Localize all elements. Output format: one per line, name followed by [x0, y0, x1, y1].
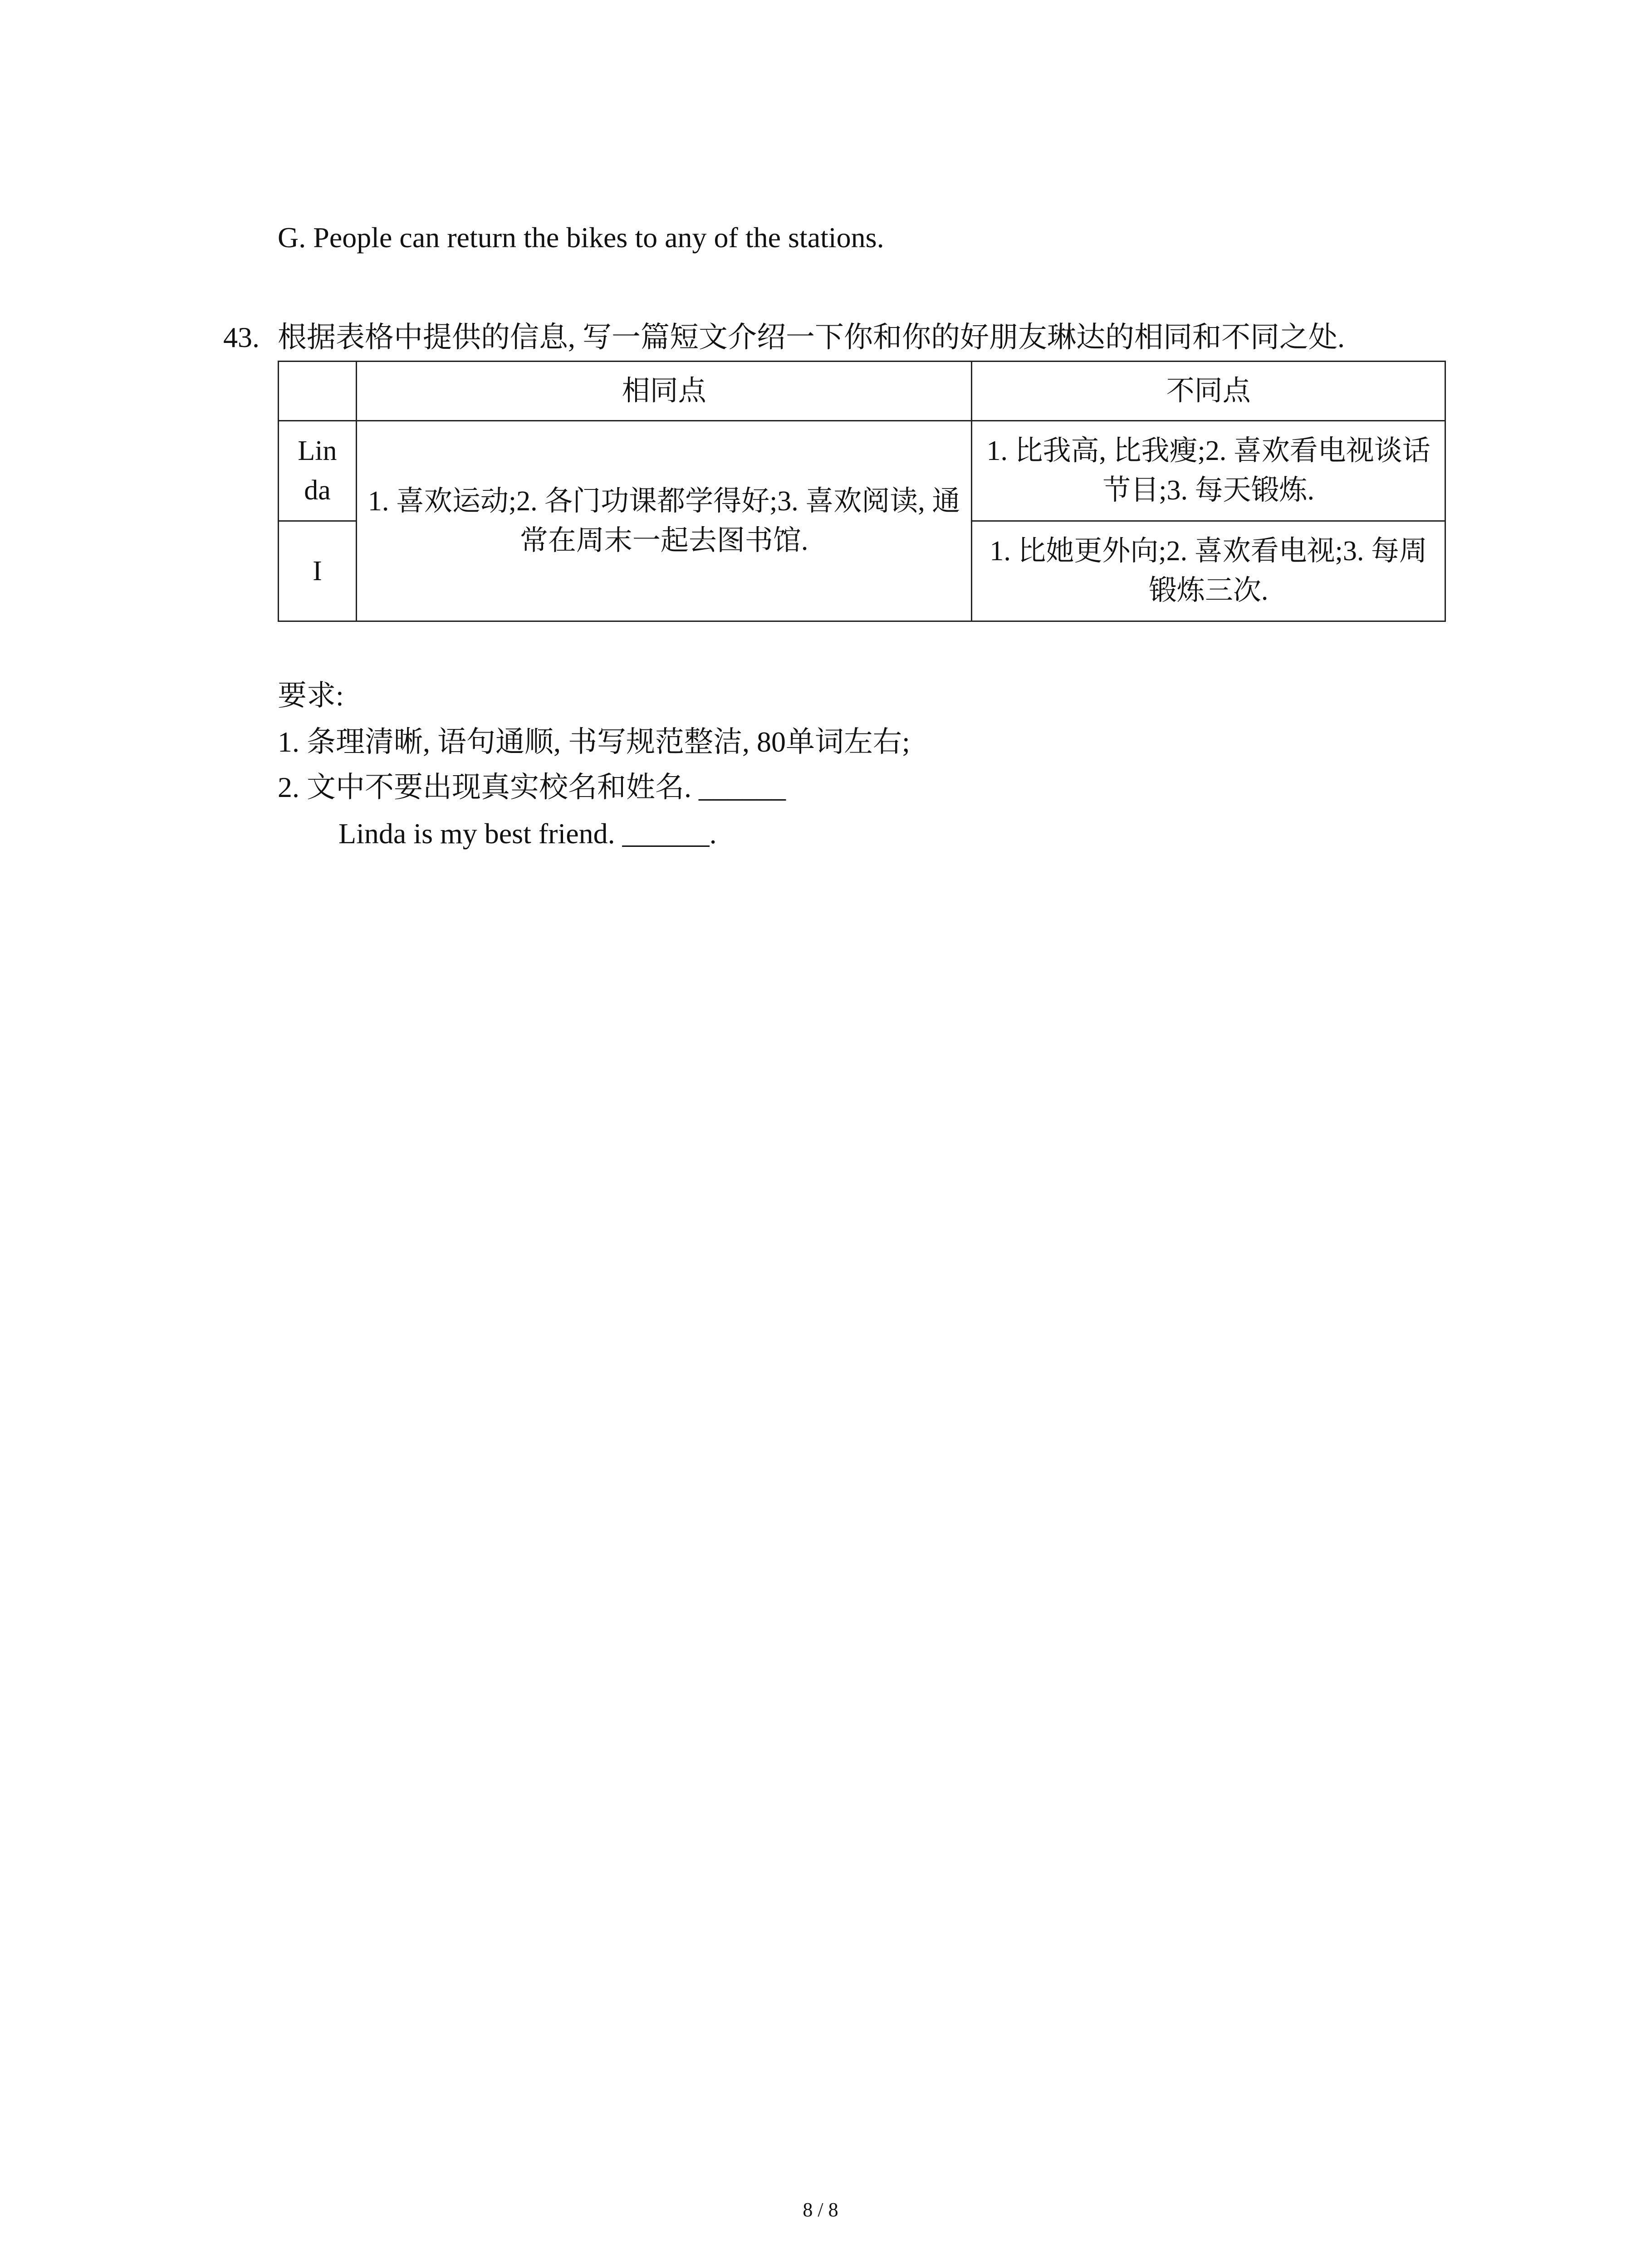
table-row [279, 421, 1445, 521]
requirement-item-2: 2. 文中不要出现真实校名和姓名. ______ [278, 771, 786, 803]
row-label-linda-part1: Lin [298, 435, 337, 467]
same-points-cell: 1. 喜欢运动;2. 各门功课都学得好;3. 喜欢阅读, 通常在周末一起去图书馆. [356, 421, 971, 621]
row-label-linda [279, 421, 357, 521]
header-same-cell: 相同点 [356, 362, 971, 421]
i-different-cell: 1. 比她更外向;2. 喜欢看电视;3. 每周锻炼三次. [972, 521, 1445, 621]
header-blank-cell [279, 362, 357, 421]
comparison-table [278, 361, 1446, 622]
row-label-linda-part2: da [304, 475, 331, 506]
requirements-title: 要求: [278, 679, 344, 712]
option-g-text: G. People can return the bikes to any of the stations. [278, 221, 884, 254]
requirement-item-1: 1. 条理清晰, 语句通顺, 书写规范整洁, 80单词左右; [278, 726, 910, 758]
row-label-i: I [279, 521, 357, 621]
question-prompt: 根据表格中提供的信息, 写一篇短文介绍一下你和你的好朋友琳达的相同和不同之处. [278, 321, 1345, 353]
essay-starter: Linda is my best friend. ______. [338, 817, 717, 850]
question-number: 43. [223, 321, 260, 353]
table-header-row [279, 362, 1445, 421]
header-different-cell: 不同点 [972, 362, 1445, 421]
page-indicator: 8 / 8 [803, 2199, 838, 2221]
linda-different-cell: 1. 比我高, 比我瘦;2. 喜欢看电视谈话节目;3. 每天锻炼. [972, 421, 1445, 521]
